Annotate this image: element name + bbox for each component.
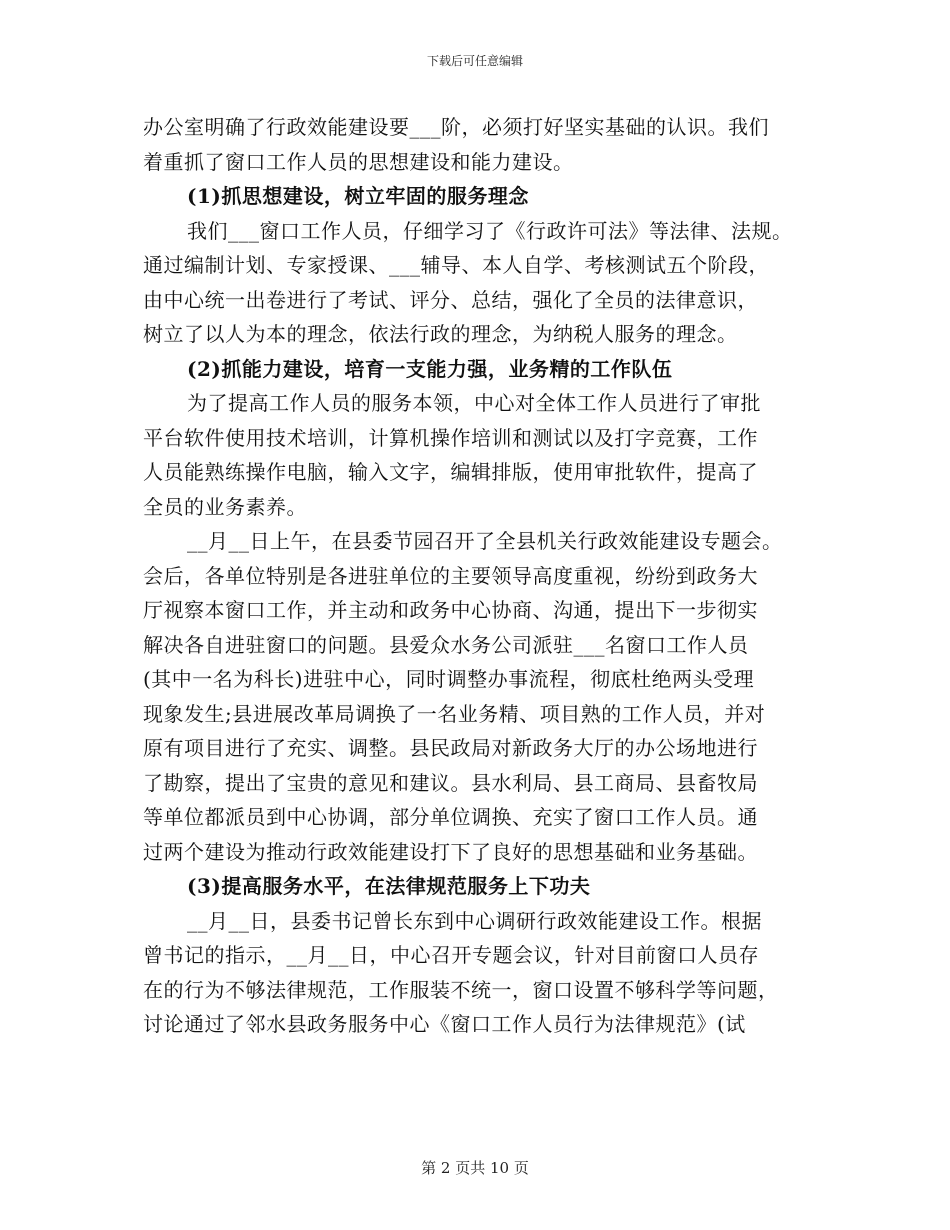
paragraph-line: 在的行为不够法律规范，工作服装不统一，窗口设置不够科学等问题， xyxy=(143,977,779,1002)
page-footer: 第 2 页共 10 页 xyxy=(421,1159,529,1177)
paragraph-line: __月__日，县委书记曾长东到中心调研行政效能建设工作。根据 xyxy=(187,908,762,933)
paragraph-line: (其中一名为科长)进驻中心，同时调整办事流程，彻底杜绝两头受理 xyxy=(143,667,755,691)
paragraph-line: 为了提高工作人员的服务本领，中心对全体工作人员进行了审批 xyxy=(187,391,761,415)
paragraph-line: 现象发生;县进展改革局调换了一名业务精、项目熟的工作人员，并对 xyxy=(143,701,766,726)
document-body xyxy=(143,110,813,1042)
paragraph-line: 着重抓了窗口工作人员的思想建设和能力建设。 xyxy=(143,149,574,174)
paragraph-line: 通过编制计划、专家授课、___辅导、本人自学、考核测试五个阶段， xyxy=(143,253,769,277)
section-heading: (3)提高服务水平，在法律规范服务上下功夫 xyxy=(187,874,591,898)
paragraph-line: 树立了以人为本的理念，依法行政的理念，为纳税人服务的理念。 xyxy=(143,322,738,346)
page-header: 下载后可任意编辑 xyxy=(426,54,523,68)
paragraph-line: 原有项目进行了充实、调整。县民政局对新政务大厅的办公场地进行 xyxy=(143,736,758,760)
paragraph-line: 解决各自进驻窗口的问题。县爱众水务公司派驻___名窗口工作人员 xyxy=(143,632,749,657)
paragraph-line: 过两个建设为推动行政效能建设打下了良好的思想基础和业务基础。 xyxy=(143,839,758,864)
paragraph-line: 曾书记的指示，__月__日，中心召开专题会议，针对目前窗口人员存 xyxy=(143,943,759,967)
section-heading: (2)抓能力建设，培育一支能力强，业务精的工作队伍 xyxy=(187,356,673,381)
paragraph-line: 人员能熟练操作电脑，输入文字，编辑排版，使用审批软件，提高了 xyxy=(143,460,758,484)
paragraph-line: 等单位都派员到中心协调，部分单位调换、充实了窗口工作人员。通 xyxy=(143,805,758,829)
paragraph-line: 会后，各单位特别是各进驻单位的主要领导高度重视，纷纷到政务大 xyxy=(143,563,758,588)
paragraph-line: 厅视察本窗口工作，并主动和政务中心协商、沟通，提出下一步彻实 xyxy=(143,598,758,622)
paragraph-line: 讨论通过了邻水县政务服务中心《窗口工作人员行为法律规范》(试 xyxy=(143,1012,746,1036)
paragraph-line: __月__日上午，在县委节园召开了全县机关行政效能建设专题会。 xyxy=(187,529,783,553)
paragraph-line: 平台软件使用技术培训，计算机操作培训和测试以及打字竞赛，工作 xyxy=(143,425,758,450)
section-heading: (1)抓思想建设，树立牢固的服务理念 xyxy=(187,184,529,208)
paragraph-line: 了勘察，提出了宝贵的意见和建议。县水利局、县工商局、县畜牧局 xyxy=(143,770,758,795)
paragraph-line: 我们___窗口工作人员，仔细学习了《行政许可法》等法律、法规。 xyxy=(187,218,793,243)
paragraph-line: 全员的业务素养。 xyxy=(143,494,307,519)
paragraph-line: 由中心统一出卷进行了考试、评分、总结，强化了全员的法律意识， xyxy=(143,287,758,312)
paragraph-line: 办公室明确了行政效能建设要___阶，必须打好坚实基础的认识。我们 xyxy=(143,115,769,139)
